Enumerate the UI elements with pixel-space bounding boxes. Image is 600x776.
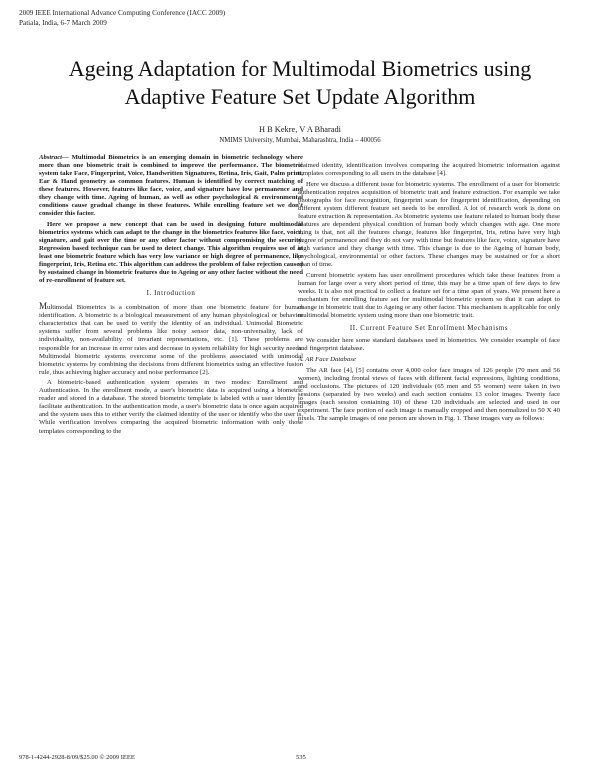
section-heading-current-mechanisms: II. Current Feature Set Enrollment Mechanisms — [349, 324, 509, 332]
footer-copyright: 978-1-4244-2928-8/09/$25.00 © 2009 IEEE — [19, 754, 135, 761]
title-line-1: Ageing Adaptation for Multimodal Biometrics using — [68, 56, 532, 81]
intro-paragraph-1 — [39, 302, 303, 376]
abstract-text: Multimodal Biometrics is an emerging domain in biometric technology where more than one biometric trait is combined to improve the performance. The biometric system take Face, Fingerprint, Voice, Handwritten Signatures, Retina, Iris, Gait, Palm print, Ear & Hand geometry as common features. Human is identified by correct matching of these features. However, features like face, voice, and signature have low permanence and they change with time. Ageing of human, as well as other psychological & environmental conditions cause gradual change in these features. While enrolling feature set we don't consider this factor. — [39, 154, 303, 218]
authors: H B Kekre, V A Bharadi — [258, 125, 342, 134]
intro-paragraph-1-text: ultimodal Biometrics is a combination of more than one biometric feature for human identification. A biometric is a biological measurement of any human physiological or behavior characteristics that can be used to verify the identity of an individual. Unimodal Biometric systems suffer from several problems like noisy sensor data, non-universality, lack of individuality, non-availability of invariant representations, etc. [1]. These problems are responsible for an increase in error rates and decrease in system reliability for high security needs. Multimodal biometric systems overcome some of the problems associated with unimodal biometric systems by combining the decisions from different biometrics using an effective fusion rule, thus achieving higher accuracy and noise performance [2]. — [39, 304, 303, 376]
affiliation: NMIMS University, Mumbai, Maharashtra, India – 400056 — [219, 137, 381, 144]
abstract-paragraph-2: Here we propose a new concept that can be used in designing future multimodal biometrics systems which can adapt to the change in the biometrics features like face, voice, signature, and gait over the time or any other factor without compromising the security. Regression based technique can be used to detect change. This algorithm requires use of at least one biometric feature which has very low variance or high degree of permanence, like fingerprint, Iris, Retina etc. This algorithm can address the problem of false rejection caused by sustained change in biometric features due to Ageing or any other factor without the need of re-enrollment of feature set. — [39, 220, 304, 285]
intro-paragraph-2: A biometric-based authentication system operates in two modes: Enrollment and Authentication. In the enrollment mode, a user's biometric data is acquired using a biometric reader and stored in a database. The stored biometric template is labeled with a user identity to facilitate authentication. In the authentication mode, a user's biometric data is once again acquired and the system uses this to either verify the claimed identity of the user or identify who the user is. While verification involves comparing the acquired biometric information with only those templates corresponding to the — [39, 379, 303, 435]
title-line-2: Adaptive Feature Set Update Algorithm — [124, 84, 476, 109]
right-paragraph-1: Here we discuss a different issue for biometric systems. The enrollment of a user for biometric authentication requires acquisition of biometric trait and feature extraction. For example we take photographs for face recognition, fingerprint scan for fingerprint identification, depending on different system different feature set needs to be enrolled. A lot of research work is done on feature extraction & representation. As biometric systems use feature related to human body these features are dependent physical condition of human body which changes with age. One more thing is that, not all the features change, features like fingerprint, Iris, retina have very high degree of permanence and they do not vary with time but features like face, voice, signature have high variance and they change with time. This change is due to the Ageing of human body, psychological, environmental or other factors. These changes may be sustained or for a short span of time. — [298, 180, 560, 269]
right-paragraph-2: Current biometric system has user enrollment procedures which take these features from a human for large over a very short period of time, this may be a time span of few days to few weeks. It is also not practical to collect a feature set for a time span of years. We present here a mechanism for enrolling feature set for multimodal biometric system so that it can adapt to change in biometric trait due to Ageing or any other factor. This mechanism is applicable for only multimodal biometric system using more than one biometric trait. — [298, 271, 560, 319]
abstract-label: Abstract— — [39, 154, 69, 161]
paper-title — [0, 55, 600, 111]
section-heading-introduction: I. Introduction — [146, 290, 196, 298]
intro-dropcap: M — [39, 301, 48, 312]
conference-location: Patiala, India, 6-7 March 2009 — [19, 19, 107, 27]
conference-name: 2009 IEEE International Advance Computing Conference (IACC 2009) — [19, 9, 226, 17]
right-column — [298, 162, 560, 426]
right-paragraph-3: We consider here some standard databases used in biometrics. We consider example of face and fingerprint database. — [298, 336, 560, 352]
right-paragraph-0: claimed identity, identification involves comparing the acquired biometric information against templates corresponding to all users in the database [4]. — [298, 162, 560, 178]
right-paragraph-4: The AR face [4], [5] contains over 4,000 color face images of 126 people (70 men and 56 women), including frontal views of faces with different facial expressions, lighting conditions, and occlusions. The pictures of 120 individuals (65 men and 55 women) were taken in two sessions (separated by two weeks) and each section contains 13 color images. Twenty face images (each session containing 10) of these 120 individuals are selected and used in our experiment. The face portion of each image is manually cropped and then normalized to 50 X 40 pixels. The sample images of one person are shown in Fig. 1. These images vary as follows: — [298, 367, 560, 423]
subsection-heading-ar-face: A. AR Face Database — [298, 356, 356, 364]
left-column — [39, 154, 303, 438]
abstract-paragraph — [39, 154, 303, 218]
page-number: 535 — [296, 754, 306, 761]
conference-header — [19, 8, 579, 28]
